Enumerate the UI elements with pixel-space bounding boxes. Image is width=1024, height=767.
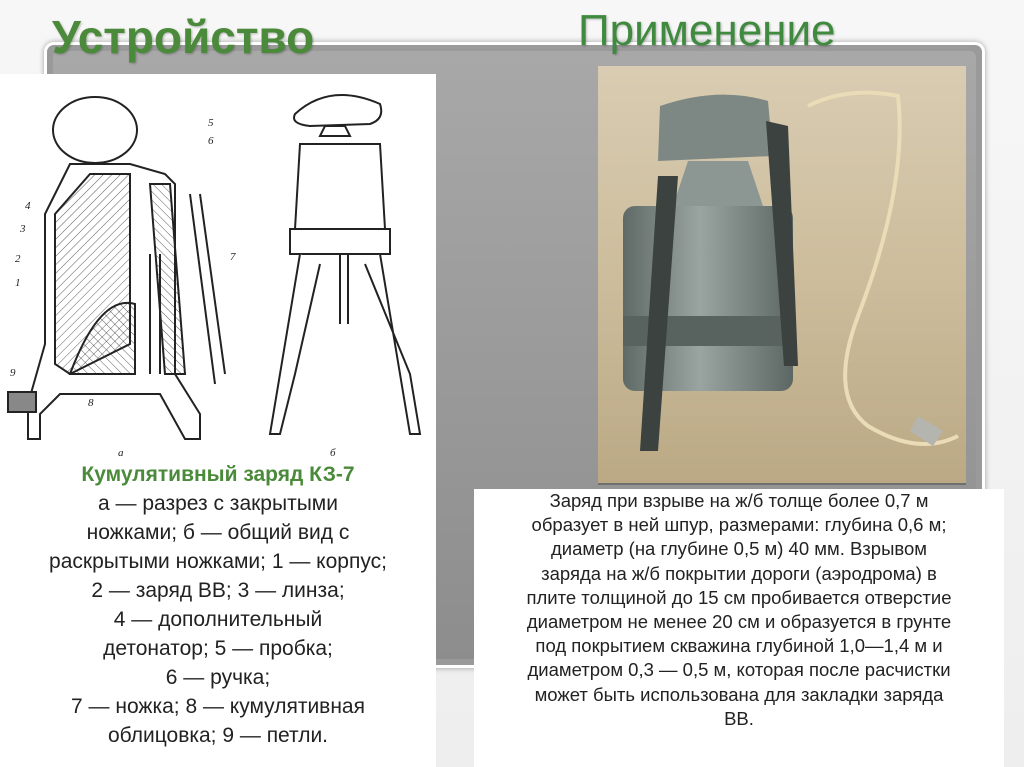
description-line: плите толщиной до 15 см пробивается отверстие (526, 586, 952, 608)
title-device: Устройство (52, 11, 315, 63)
application-description (474, 489, 1004, 767)
callout-6: 6 (208, 135, 214, 147)
caption-heading: Кумулятивный заряд КЗ-7 (81, 463, 355, 486)
callout-7: 7 (230, 251, 236, 263)
caption-line: 2 — заряд ВВ; 3 — линза; (91, 579, 345, 602)
callout-8: 8 (88, 397, 94, 409)
photo-svg (598, 66, 966, 484)
callout-3: 3 (20, 223, 26, 235)
label-b: б (330, 447, 336, 459)
technical-drawing (0, 74, 436, 460)
description-line: ВВ. (724, 707, 754, 729)
title-application: Применение (578, 6, 836, 55)
callout-2: 2 (15, 253, 21, 265)
charge-photo (598, 66, 966, 484)
description-line: диаметром 0,3 — 0,5 м, которая после расчистки (527, 659, 951, 681)
handle (658, 95, 773, 161)
callout-1: 1 (15, 277, 21, 289)
caption-line: 6 — ручка; (165, 666, 271, 689)
description-line: под покрытием скважина глубиной 1,0—1,4 м и (535, 635, 943, 657)
drawing-caption (0, 460, 436, 767)
description-line: диаметром не менее 20 см и образуется в грунте (526, 611, 952, 633)
caption-line: а — разрез с закрытыми (98, 492, 338, 515)
callout-4: 4 (25, 200, 31, 212)
caption-line: облицовка; 9 — петли. (107, 724, 329, 747)
drawing-svg (0, 74, 436, 460)
callout-9: 9 (10, 367, 16, 379)
caption-line: детонатор; 5 — пробка; (103, 637, 333, 660)
callout-5: 5 (208, 117, 214, 129)
caption-line: раскрытыми ножками; 1 — корпус; (49, 550, 387, 573)
description-line: образует в ней шпур, размерами: глубина 0,6 м; (531, 514, 947, 536)
detonator-wire (808, 93, 958, 444)
description-line: может быть использована для закладки заряда (534, 683, 944, 705)
description-line: Заряд при взрыве на ж/б толще более 0,7 м (549, 490, 929, 511)
section-view-a (8, 97, 225, 439)
caption-line: 7 — ножка; 8 — кумулятивная (71, 695, 365, 718)
photo-bottom-line (598, 483, 966, 485)
neck (673, 161, 763, 206)
general-view-b (270, 95, 420, 434)
caption-line: 4 — дополнительный (113, 608, 323, 631)
description-line: диаметр (на глубине 0,5 м) 40 мм. Взрывом (550, 538, 928, 560)
caption-line: ножками; б — общий вид с (86, 521, 350, 544)
label-a: а (118, 447, 124, 459)
description-line: заряда на ж/б покрытии дороги (аэродрома) в (541, 562, 937, 584)
